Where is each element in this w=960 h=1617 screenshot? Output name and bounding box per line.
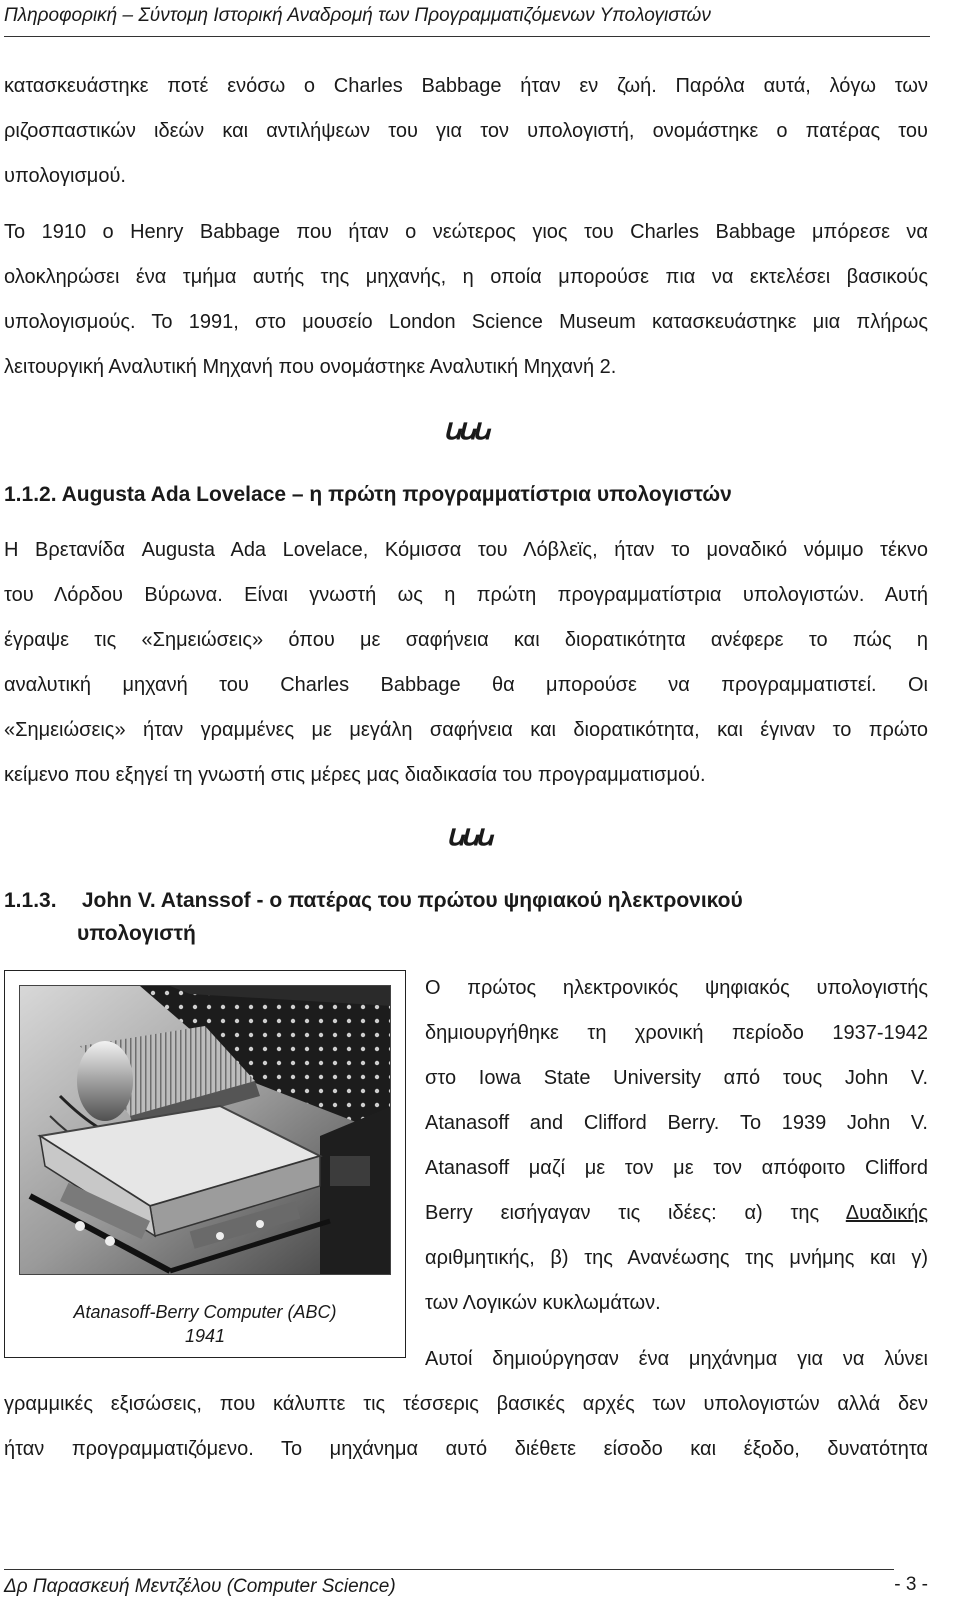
figure-caption-line2: 1941 <box>184 1326 226 1346</box>
abc-line-5: Atanasoff μαζί με τον με τον απόφοιτο Clifford <box>425 1157 928 1179</box>
section-113-heading <box>4 884 743 917</box>
intro-line-1: κατασκευάστηκε ποτέ ενόσω ο Charles Babbage ήταν εν ζωή. Παρόλα αυτά, λόγω των <box>4 75 928 97</box>
ornament-divider-1: ꭎꭎꭎ <box>443 412 487 447</box>
abc-full-line-2: ήταν προγραμματιζόμενο. Το μηχάνημα αυτό διέθετε είσοδο και έξοδο, δυνατότητα <box>4 1438 928 1460</box>
section-112-title: Augusta Ada Lovelace – η πρώτη προγραμματίστρια υπολογιστών <box>61 483 732 506</box>
henry-line-3: υπολογισμούς. Το 1991, στο μουσείο London Science Museum κατασκευάστηκε μια πλήρως <box>4 311 928 333</box>
section-113-number: 1.1.3. <box>4 889 57 912</box>
abc-line-6 <box>425 1191 928 1236</box>
footer-author: Δρ Παρασκευή Μεντζέλου (Computer Science) <box>4 1576 396 1597</box>
section-112-heading <box>4 478 732 511</box>
figure-caption-line1: Atanasoff-Berry Computer (ABC) <box>73 1302 337 1322</box>
abc-line-8: των Λογικών κυκλωμάτων. <box>425 1292 661 1314</box>
abc-full-line-1: γραμμικές εξισώσεις, που κάλυπτε τις τέσσερις βασικές αρχές των υπολογιστών αλλά δεν <box>4 1393 928 1415</box>
underlined-binary-term: Δυαδικής <box>845 1202 928 1224</box>
ada-line-3: έγραψε τις «Σημειώσεις» όπου με σαφήνεια και διορατικότητα ανέφερε το πώς η <box>4 629 928 651</box>
henry-line-1: Το 1910 ο Henry Babbage που ήταν ο νεώτερος γιος του Charles Babbage μπόρεσε να <box>4 221 928 243</box>
abc-computer-photo <box>19 985 391 1275</box>
abc-line-6-text: Berry εισήγαγαν τις ιδέες: α) της <box>425 1202 846 1224</box>
section-113-title-line2: υπολογιστή <box>77 922 196 945</box>
henry-line-4: λειτουργική Αναλυτική Μηχανή που ονομάστηκε Αναλυτική Μηχανή 2. <box>4 356 617 378</box>
abc-line-7: αριθμητικής, β) της Ανανέωσης της μνήμης και γ) <box>425 1247 928 1269</box>
henry-line-2: ολοκληρώσει ένα τμήμα αυτής της μηχανής, η οποία μπορούσε πια να εκτελέσει βασικούς <box>4 266 928 288</box>
abc-line-1: Ο πρώτος ηλεκτρονικός ψηφιακός υπολογιστής <box>425 977 928 999</box>
ada-line-5: «Σημειώσεις» ήταν γραμμένες με μεγάλη σαφήνεια και διορατικότητα, και έγιναν το πρώτο <box>4 719 928 741</box>
intro-line-3: υπολογισμού. <box>4 165 126 187</box>
intro-line-2: ριζοσπαστικών ιδεών και αντιλήψεων του για τον υπολογιστή, ονομάστηκε ο πατέρας του <box>4 120 928 142</box>
header-rule <box>4 36 930 37</box>
abc-line-3: στο Iowa State University από τους John V. <box>425 1067 928 1089</box>
ada-line-4: αναλυτική μηχανή του Charles Babbage θα μπορούσε να προγραμματιστεί. Οι <box>4 674 928 696</box>
ada-line-6: κείμενο που εξηγεί τη γνωστή στις μέρες μας διαδικασία του προγραμματισμού. <box>4 764 706 786</box>
abc-line-2: δημιουργήθηκε τη χρονική περίοδο 1937-1942 <box>425 1022 928 1044</box>
abc-line-4: Atanasoff and Clifford Berry. Το 1939 John V. <box>425 1112 928 1134</box>
abc-line-9: Αυτοί δημιούργησαν ένα μηχάνημα για να λύνει <box>425 1348 928 1370</box>
footer-rule <box>4 1569 894 1570</box>
page-number: - 3 - <box>894 1574 928 1595</box>
running-header: Πληροφορική – Σύντομη Ιστορική Αναδρομή των Προγραμματιζόμενων Υπολογιστών <box>4 5 711 26</box>
ornament-divider-2: ꭎꭎꭎ <box>446 818 490 853</box>
section-113-title-line1: John V. Atanssof - ο πατέρας του πρώτου ψηφιακού ηλεκτρονικού <box>81 889 743 912</box>
ada-line-1: Η Βρετανίδα Augusta Ada Lovelace, Κόμισσα του Λόβλεϊς, ήταν το μοναδικό νόμιμο τέκνο <box>4 539 928 561</box>
ada-line-2: του Λόρδου Βύρωνα. Είναι γνωστή ως η πρώτη προγραμματίστρια υπολογιστών. Αυτή <box>4 584 928 606</box>
section-112-number: 1.1.2. <box>4 483 57 506</box>
